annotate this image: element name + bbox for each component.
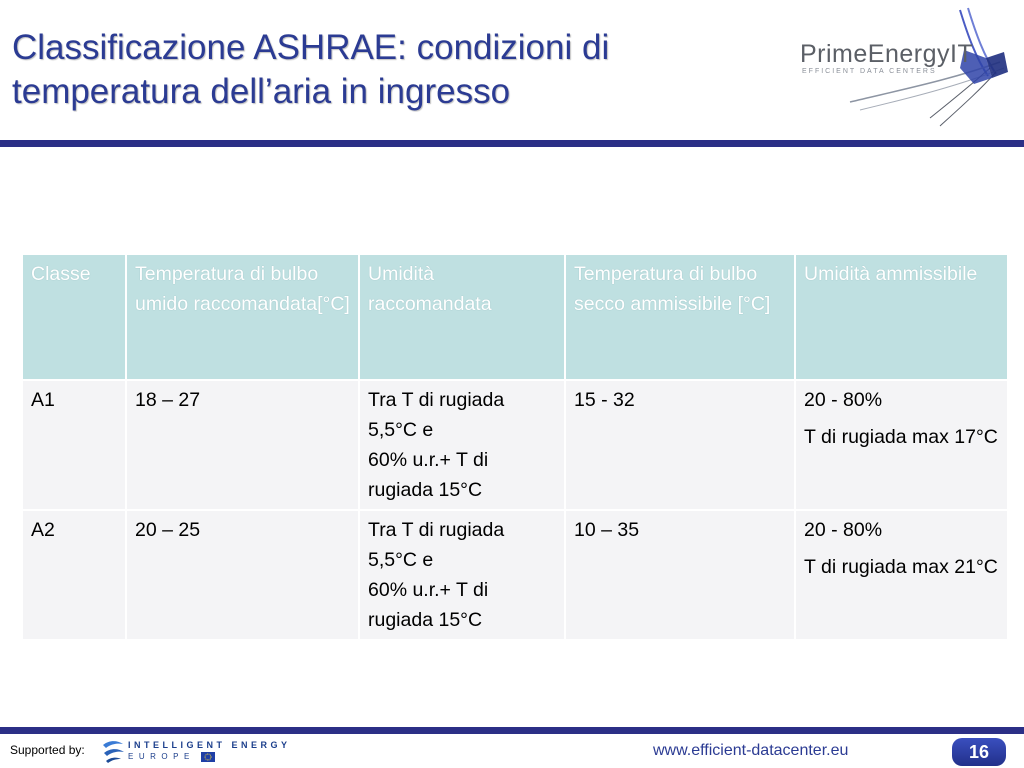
cell-dry-bulb: 15 - 32 <box>565 380 795 510</box>
intelligent-energy-europe-logo <box>100 737 290 767</box>
cell-dry-bulb: 10 – 35 <box>565 510 795 640</box>
header-humidity-allowable: Umidità ammissibile <box>795 254 1008 380</box>
header-humidity-recommended: Umidità raccomandata <box>359 254 565 380</box>
slide-title-line-2: temperatura dell’aria in ingresso <box>12 72 511 111</box>
header-divider <box>0 140 1024 147</box>
iee-name-line-2: EUROPE <box>128 752 195 761</box>
logo-tagline: EFFICIENT DATA CENTERS <box>802 68 937 75</box>
humidity-allowable-dewpoint: T di rugiada max 17°C <box>804 426 998 448</box>
cell-humidity-allowable <box>795 380 1008 510</box>
ashrae-classification-table <box>21 253 1009 641</box>
slide-title-line-1: Classificazione ASHRAE: condizioni di <box>12 28 610 67</box>
footer-divider <box>0 727 1024 734</box>
humidity-recommended-line-1: Tra T di rugiada 5,5°C e <box>368 519 505 571</box>
page-number-badge: 16 <box>952 738 1006 766</box>
cell-classe: A2 <box>22 510 126 640</box>
logo-brand: PrimeEnergyIT <box>800 40 974 68</box>
cell-humidity-recommended <box>359 380 565 510</box>
cell-wet-bulb: 18 – 27 <box>126 380 359 510</box>
supported-by-label: Supported by: <box>10 743 85 757</box>
humidity-recommended-line-2: 60% u.r.+ T di rugiada 15°C <box>368 449 489 501</box>
table-header-row <box>22 254 1008 380</box>
header-classe: Classe <box>22 254 126 380</box>
primeenergyit-logo <box>790 6 1024 134</box>
cell-humidity-allowable <box>795 510 1008 640</box>
iee-swirl-icon <box>100 737 126 765</box>
humidity-recommended-line-2: 60% u.r.+ T di rugiada 15°C <box>368 579 489 631</box>
humidity-allowable-range: 20 - 80% <box>804 519 883 541</box>
humidity-allowable-range: 20 - 80% <box>804 389 883 411</box>
slide-title <box>12 26 752 114</box>
humidity-recommended-line-1: Tra T di rugiada 5,5°C e <box>368 389 505 441</box>
humidity-allowable-dewpoint: T di rugiada max 21°C <box>804 556 998 578</box>
table-row <box>22 510 1008 640</box>
cell-classe: A1 <box>22 380 126 510</box>
cell-wet-bulb: 20 – 25 <box>126 510 359 640</box>
eu-flag-icon <box>201 752 215 762</box>
cell-humidity-recommended <box>359 510 565 640</box>
header-wet-bulb-recommended: Temperatura di bulbo umido raccomandata[°C] <box>126 254 359 380</box>
header-dry-bulb-allowable: Temperatura di bulbo secco ammissibile [°C] <box>565 254 795 380</box>
iee-name-line-1: INTELLIGENT ENERGY <box>128 740 291 750</box>
table-row <box>22 380 1008 510</box>
website-link[interactable]: www.efficient-datacenter.eu <box>653 742 849 759</box>
